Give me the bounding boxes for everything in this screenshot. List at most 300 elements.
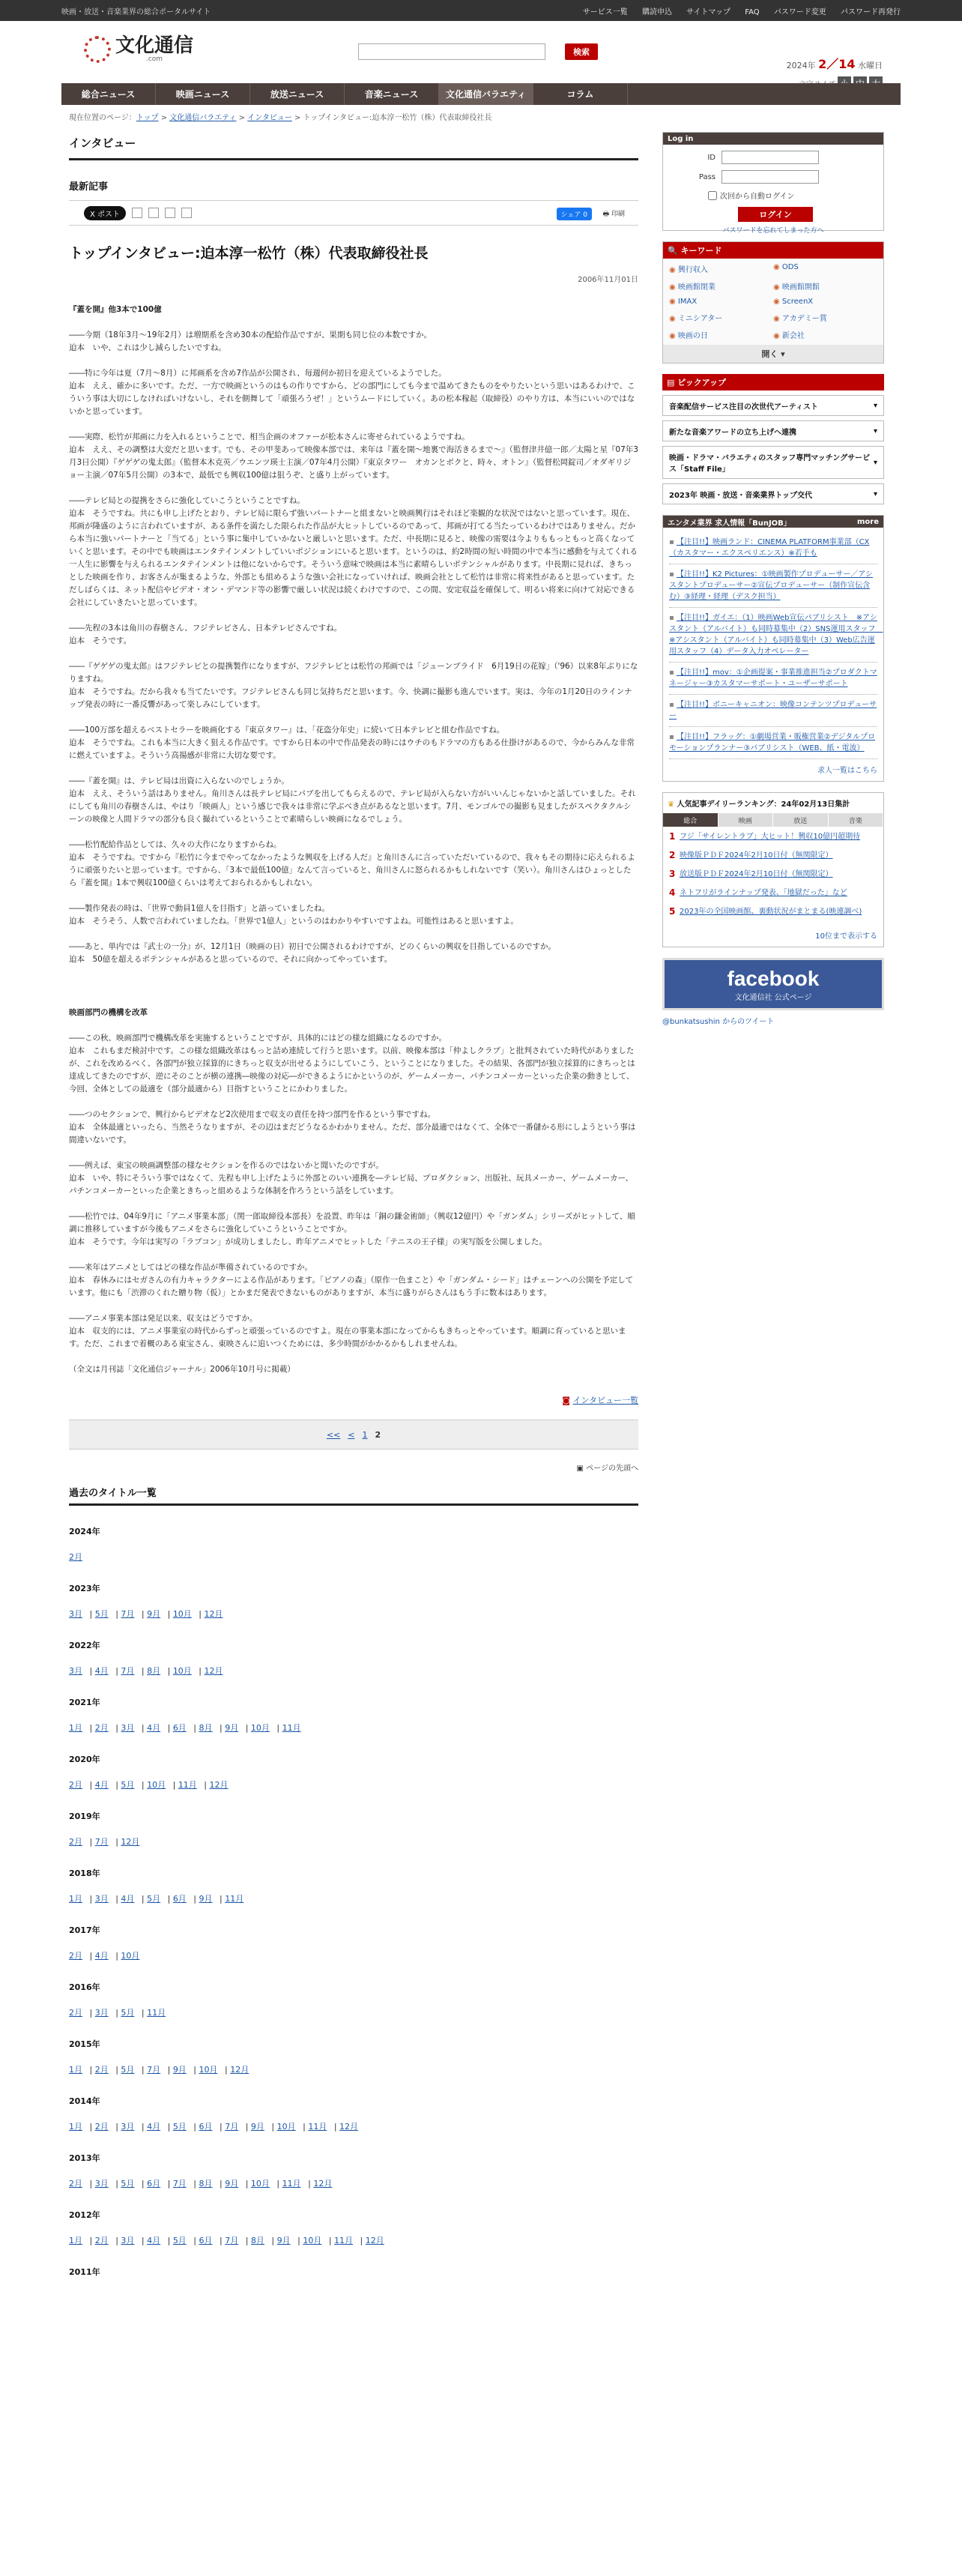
archive-month-link[interactable]: 10月 (172, 1666, 192, 1676)
archive-month-link[interactable]: 10月 (250, 2179, 270, 2189)
archive-month-link[interactable]: 9月 (172, 2065, 187, 2075)
archive-year: 2018年 (69, 1868, 100, 1878)
archive-year-block (69, 2266, 638, 2278)
twitter-link[interactable]: @bunkatsushin からのツイート (662, 1018, 775, 1026)
archive-month-link[interactable]: 7月 (172, 2179, 187, 2189)
archive-year-block (69, 1867, 638, 1904)
archive-month-link[interactable]: 9月 (225, 1723, 239, 1733)
archive-year-block (69, 2095, 638, 2132)
pickup-item[interactable] (662, 420, 884, 441)
main-content (69, 135, 638, 2278)
job-item[interactable] (669, 608, 883, 663)
archive-month-link[interactable]: 4月 (147, 2122, 161, 2132)
archive-months: 1月 | 2月 | 5月 | 7月 | 9月 | 10月 | 12月 (69, 2065, 249, 2075)
archive-month-link[interactable]: 6月 (172, 1894, 187, 1904)
keyword-link[interactable]: ◉ 映画館閉業 (669, 280, 773, 292)
archive-year-block (69, 2038, 638, 2075)
archive-months: 2月 | 7月 | 12月 (69, 1837, 140, 1847)
article-paragraph: ――特に今年は夏（7月～8月）に邦画系を含め7作品が公開され、毎週何か初日を迎えているようでした。 迫本 ええ、確かに多いです。ただ、一方で映画というのはもの作りですから、どの部門にしても今まで温めてきたものをやりたいという思いはあるわけで、こういう事は大切にしなければいけないし、それを側舞して「頑張ろうぜ！」というムードにしていく。あの松本稼起（取締役）のやり方は、本当にいいのではないかと思っています。 (69, 369, 635, 416)
login-box (662, 132, 884, 235)
article-paragraph: （全文は月刊誌「文化通信ジャーナル」2006年10月号に掲載） (69, 1365, 295, 1374)
ranking-box (662, 792, 884, 947)
ranking-link[interactable]: 2023年の全国映画館、裏動状況がまとまる(映連調べ) (680, 908, 862, 916)
archive-year: 2012年 (69, 2210, 100, 2220)
job-link[interactable]: 【注目!!】ボニーキャニオン：映像コンテンツプロデューサー (669, 701, 877, 720)
ranking-item[interactable] (669, 887, 877, 899)
login-button[interactable]: ログイン (738, 207, 813, 222)
archive-month-link[interactable]: 7月 (121, 1609, 135, 1619)
utility-link[interactable]: パスワード変更 (773, 7, 826, 16)
sidebar (662, 132, 884, 1026)
ranking-number: 5 (669, 906, 676, 917)
nav-item-active[interactable]: 文化通信バラエティ (439, 83, 533, 105)
archive-month-link[interactable]: 1月 (69, 2065, 82, 2075)
utility-link[interactable]: 購読申込 (641, 7, 672, 16)
nav-item[interactable]: 放送ニュース (250, 83, 345, 105)
nav-item[interactable]: 総合ニュース (61, 83, 156, 105)
keyword-link[interactable]: ◉ 映画館開館 (773, 280, 877, 292)
chevron-down-icon: ▾ (873, 401, 877, 410)
jobs-more-link[interactable]: more (856, 517, 879, 526)
archive-month-link[interactable]: 2月 (69, 2008, 82, 2018)
article-paragraph: ――先程の3本は角川の春樹さん、フジテレビさん、日本テレビさんですね。 迫本 そうです。 (69, 624, 342, 645)
breadcrumb-link[interactable]: トップ (136, 114, 159, 122)
pager-first[interactable]: << (326, 1429, 341, 1440)
logo-mark-icon (84, 36, 111, 63)
password-input[interactable] (722, 170, 819, 184)
archive-months: 2月 | 4月 | 5月 | 10月 | 11月 | 12月 (69, 1780, 229, 1790)
jobs-title-text: エンタメ業界 求人情報「BunJOB」 (668, 519, 791, 528)
facebook-logo: facebook (727, 966, 820, 990)
main-nav (61, 83, 901, 105)
login-title: Log in (663, 133, 883, 145)
pickup-icon: ▤ (667, 377, 678, 387)
archive-month-link[interactable]: 3月 (94, 2008, 109, 2018)
archive-year: 2014年 (69, 2096, 100, 2106)
article-paragraph: ――つのセクションで、興行からビデオなど2次使用まで収支の責任を持つ部門を作るという事ですね。 迫本 全体最適といったら、当然そうなりますが、その辺はまだどうなるかわかりません。ただ、部分最適ではなくて、全体で一番儲かる形にしようという事は間違いないです。 (69, 1110, 636, 1144)
archive-months: 2月 | 4月 | 10月 (69, 1951, 140, 1961)
nav-item[interactable]: 映画ニュース (156, 83, 250, 105)
logo-sub: .com (145, 55, 163, 63)
site-logo[interactable] (84, 36, 193, 63)
facebook-share-button[interactable]: シェア 0 (557, 208, 592, 220)
archive-month-link[interactable]: 4月 (147, 1723, 161, 1733)
archive-month-link[interactable]: 7月 (121, 1666, 135, 1676)
article-paragraph: ――『ゲゲゲの鬼太郎』はフジテレビとの提携製作になりますが、フジテレビとは松竹の邦画では「ジューンブライド 6月19日の花嫁」（'96）以来8年ぶりになりますね。 迫本 そうですね。だから我々も当てたいです。フジテレビさんも同じ気持ちだと思います。今、快調に撮影も進んでいます。実は、今年の1月20日のラインナップ発表の時に一番反響があって楽しみにしています。 (69, 662, 638, 709)
archive-month-link[interactable]: 6月 (199, 2122, 213, 2132)
archive-year-block (69, 2152, 638, 2189)
back-to-top-link[interactable] (69, 1462, 638, 1473)
archive-month-link[interactable]: 2月 (69, 1951, 82, 1961)
archive-month-link[interactable]: 12月 (230, 2065, 249, 2075)
search-icon: 🔍 (668, 245, 681, 256)
archive-year: 2020年 (69, 1755, 100, 1764)
archive-year: 2011年 (69, 2267, 100, 2277)
archive-month-link[interactable]: 12月 (339, 2122, 359, 2132)
id-label: ID (707, 153, 716, 162)
pager-page[interactable]: 1 (362, 1429, 368, 1440)
chevron-down-icon: ▾ (781, 349, 785, 359)
keyword-open-button[interactable] (663, 345, 883, 363)
ranking-title (663, 793, 883, 813)
ranking-tab[interactable]: 音楽 (829, 813, 884, 827)
ranking-link[interactable]: 放送版ＰＤＦ2024年2月10日付（無関限定） (680, 870, 833, 878)
archive-year: 2013年 (69, 2153, 100, 2163)
archive-month-link[interactable]: 8月 (250, 2236, 264, 2245)
archive-month-link[interactable]: 10月 (172, 1609, 192, 1619)
archive-year: 2016年 (69, 1982, 100, 1992)
archive-month-link[interactable]: 11月 (334, 2236, 354, 2245)
archive-heading: 過去のタイトル一覧 (69, 1485, 638, 1506)
utility-links (571, 5, 901, 16)
archive (69, 1485, 638, 2278)
archive-month-link[interactable]: 3月 (121, 2122, 135, 2132)
keyword-link[interactable]: ◉ 興行収入 (669, 263, 773, 274)
breadcrumb-prefix: 現在位置のページ： (69, 114, 136, 122)
archive-month-link[interactable]: 3月 (121, 1723, 135, 1733)
print-button[interactable]: 🖶 印刷 (602, 211, 625, 218)
jobs-list (663, 528, 883, 764)
date-display (787, 55, 883, 72)
archive-month-link[interactable]: 8月 (147, 1666, 161, 1676)
archive-month-link[interactable]: 6月 (199, 2236, 213, 2245)
archive-months: 3月 | 4月 | 7月 | 8月 | 10月 | 12月 (69, 1666, 223, 1676)
pagination (69, 1420, 638, 1450)
ranking-link[interactable]: ネトフリがラインナップ発表、「地獄だった」など (680, 889, 847, 897)
archive-year-block (69, 1924, 638, 1961)
archive-month-link[interactable]: 5月 (121, 2065, 135, 2075)
archive-month-link[interactable]: 7月 (225, 2236, 239, 2245)
archive-year: 2021年 (69, 1698, 100, 1707)
archive-year-block (69, 1696, 638, 1734)
archive-year-block (69, 2209, 638, 2246)
back-to-top-label[interactable]: ページの先頭へ (586, 1465, 638, 1473)
archive-list (69, 1525, 638, 2278)
keyword-link[interactable]: ◉ 映画の日 (669, 329, 773, 340)
breadcrumb-link[interactable]: 文化通信バラエティ (169, 114, 237, 122)
archive-year-block (69, 1525, 638, 1563)
ranking-item[interactable] (669, 831, 877, 842)
facebook-banner[interactable] (662, 958, 884, 1010)
chevron-down-icon: ▾ (873, 489, 877, 498)
doc-icon: ▪ (669, 701, 677, 709)
archive-months: 3月 | 5月 | 7月 | 9月 | 10月 | 12月 (69, 1609, 223, 1619)
pickup-item[interactable] (662, 395, 884, 416)
archive-months: 1月 | 2月 | 3月 | 4月 | 5月 | 6月 | 7月 | 9月 | 10月 | 11月 | 12月 (69, 2122, 359, 2132)
pickup-label: 2023年 映画・放送・音楽業界トップ交代 (669, 491, 813, 500)
archive-month-link[interactable]: 10月 (147, 1780, 166, 1790)
archive-year-block (69, 1810, 638, 1847)
archive-month-link[interactable]: 11月 (282, 2179, 301, 2189)
job-link[interactable]: 【注目!!】K2 Pictures：①映画製作プロデューサー／アシスタントプロデューサー②宣伝プロデューサー（制作宣伝含む）③経理・経理（デスク担当） (669, 570, 873, 601)
archive-year: 2022年 (69, 1641, 100, 1650)
archive-month-link[interactable]: 10月 (250, 1723, 270, 1733)
archive-month-link[interactable]: 1月 (69, 1723, 82, 1733)
keyword-box (662, 241, 884, 364)
ranking-item[interactable] (669, 869, 877, 880)
utility-link[interactable]: サイトマップ (686, 7, 731, 16)
archive-month-link[interactable]: 2月 (94, 1723, 109, 1733)
archive-month-link[interactable]: 3月 (94, 1894, 109, 1904)
archive-month-link[interactable]: 12月 (365, 2236, 384, 2245)
archive-month-link[interactable]: 12月 (204, 1666, 223, 1676)
archive-month-link[interactable]: 10月 (121, 1951, 140, 1961)
ranking-tab[interactable]: 映画 (719, 813, 774, 827)
archive-month-link[interactable]: 9月 (276, 2236, 291, 2245)
archive-month-link[interactable]: 5月 (121, 2008, 135, 2018)
article-paragraph: ――『蓋を開』は、テレビ局は出資に入らないのでしょうか。 迫本 ええ、そういう話はありません。角川さんは長テレビ局にパブを出してもらえるので、テレビ局が入らない方がいいんじゃないかと話していました。それにしても角川の春樹さんは、やはり「映画人」という感じで我々は非常に学ぶべき点があるなと思います。7月、モンゴルでの撮影も見ましたがスペクタクルシーンの映像と人間ドラマの部分も良く撮れているということで素晴らしい映画になるでしょう。 (69, 776, 636, 824)
ranking-number: 1 (669, 831, 676, 842)
archive-month-link[interactable]: 11月 (225, 1894, 244, 1904)
archive-month-link[interactable]: 10月 (276, 2122, 296, 2132)
nav-item[interactable]: コラム (533, 83, 628, 105)
article-body (69, 304, 638, 1376)
pickup-label: 音楽配信サービス注目の次世代アーティスト (669, 402, 818, 411)
archive-months: 1月 | 2月 | 3月 | 4月 | 6月 | 8月 | 9月 | 10月 | 11月 (69, 1723, 301, 1733)
archive-month-link[interactable]: 9月 (225, 2179, 239, 2189)
archive-months (69, 1551, 638, 1563)
pickup-title-text: ピックアップ (677, 378, 727, 387)
article-paragraph: ――製作発表の時は、「世界で動員1億人を目指す」と語っていましたね。 迫本 そうそう、人数で言われていましたね。「世界で1億人」というのはわかりやすいですよね。可能性はあると思いますよ。 (69, 904, 518, 926)
ranking-tab[interactable]: 放送 (773, 813, 829, 827)
chevron-down-icon: ▾ (873, 426, 877, 435)
archive-month-link[interactable]: 2月 (69, 1837, 82, 1847)
keyword-link[interactable]: ◉ アカデミー賞 (773, 312, 877, 323)
ranking-number: 3 (669, 869, 676, 879)
archive-month-link[interactable]: 2月 (69, 1552, 82, 1562)
archive-month-link[interactable]: 9月 (147, 1609, 161, 1619)
keyword-link[interactable]: ◉ 新会社 (773, 329, 877, 340)
doc-icon: ▪ (669, 669, 677, 677)
nav-item[interactable]: 音楽ニュース (345, 83, 439, 105)
keyword-link[interactable]: ◉ ミニシアター (669, 312, 773, 323)
ranking-list (663, 827, 883, 929)
doc-icon: ▪ (669, 733, 677, 741)
job-link[interactable]: 【注目!!】映画ランド：CINEMA PLATFORM事業部（CX（カスタマー・エクスペリエンス）※若手も (669, 538, 870, 558)
archive-month-link[interactable]: 12月 (209, 1780, 229, 1790)
archive-month-link[interactable]: 7月 (94, 1837, 109, 1847)
archive-month-link[interactable]: 3月 (121, 2236, 135, 2245)
archive-year-block (69, 1639, 638, 1677)
share-icon[interactable] (132, 208, 142, 218)
archive-months: 1月 | 2月 | 3月 | 4月 | 5月 | 6月 | 7月 | 8月 | 9月 | 10月 | 11月 | 12月 (69, 2236, 384, 2245)
article-date: 2006年11月01日 (578, 276, 638, 284)
article-paragraph: ――この秋、映画部門で機構改革を実施するということですが、具体的にはどの様な組織になるのですか。 迫本 これもまだ検討中です。この様な組織改革はもっと詰め連続して行うと思います。以前、映像本部は「仲よしクラブ」と批判されていた時代がありましたが、これを改めるべく、各部門が独立採算的にきちっと収支が出せるようにしていこう、ということになりました。その結果、各部門が独立採算的にきちっとは達成してきたのですが、逆にそのことが横の連携―映像の対応―ができるようにかというのが、ゲームメーカー、パチンコメーカーといった企業の動きとして、今回、全体としての最適を（部分最適から）目指すということにかわりました。 (69, 1034, 635, 1094)
keyword-list (663, 259, 883, 345)
google-icon[interactable] (181, 208, 192, 218)
ranking-number: 4 (669, 887, 676, 898)
archive-month-link[interactable]: 8月 (199, 1723, 213, 1733)
archive-year: 2019年 (69, 1812, 100, 1821)
archive-year: 2024年 (69, 1527, 100, 1536)
archive-month-link[interactable]: 11月 (147, 2008, 166, 2018)
archive-year-block (69, 1753, 638, 1791)
job-item[interactable] (669, 564, 877, 608)
archive-month-link[interactable]: 4月 (147, 2236, 161, 2245)
archive-months: 2月 | 3月 | 5月 | 6月 | 7月 | 8月 | 9月 | 10月 | 11月 | 12月 (69, 2179, 333, 2189)
job-item[interactable] (669, 532, 877, 564)
archive-month-link[interactable]: 4月 (94, 1951, 109, 1961)
date-weekday: 水曜日 (858, 61, 883, 70)
facebook-sub: 文化通信社 公式ページ (734, 993, 812, 1002)
search-input[interactable] (358, 43, 545, 60)
pager-current: 2 (375, 1429, 381, 1440)
archive-month-link[interactable]: 12月 (204, 1609, 223, 1619)
article-subheading: 『蓋を開』他3本で100億 (69, 305, 162, 314)
job-link[interactable]: 【注目!!】mov：①企画提案・事業推進担当②プロダクトマネージャー③カスタマーサポート・ユーザーサポート (669, 669, 877, 688)
breadcrumb: 現在位置のページ：トップ > 文化通信バラエティ > インタビュー > トップインタビュー:迫本淳一松竹（株）代表取締役社長 (69, 114, 492, 122)
utility-link[interactable]: FAQ (745, 7, 760, 16)
article-paragraph: ――松竹配給作品としては、久々の大作になりますからね。 迫本 そうですね。ですから『松竹に今までやってなかったような興収を上げる人だ』と角川さんに言っていただいているので、我々もその期待に応えられるように頑張りたいと思っています。ですから、「3本で最低100億」なんて言っていると、角川さんに怒られるかもしれないです（笑い）。角川さんはひょっとしたら『蓋を開』1本で興収100億くらいは考えておられるかもしれない。 (69, 840, 635, 887)
doc-icon: ▪ (669, 538, 677, 546)
archive-month-link[interactable]: 11月 (178, 1780, 197, 1790)
archive-months: 2月 | 3月 | 5月 | 11月 (69, 2008, 166, 2018)
job-item[interactable] (669, 663, 877, 695)
archive-month-link[interactable]: 10月 (199, 2065, 218, 2075)
archive-month-link[interactable]: 4月 (121, 1894, 135, 1904)
archive-month-link[interactable]: 5月 (121, 2179, 135, 2189)
pickup-list (662, 390, 884, 504)
ranking-link[interactable]: フジ「サイレントラブ」大ヒット！興収10億円超期待 (680, 833, 861, 841)
archive-month-link[interactable]: 1月 (69, 2236, 82, 2245)
job-link[interactable]: 【注目!!】ガイエ：（1）映画Web宣伝パブリシスト ※アシスタント（アルバイト）も同時募集中（2）SNS運用スタッフ ※アシスタント（アルバイト）も同時募集中（3）Web広告運用スタッフ（4）データ入力オペレーター (669, 614, 883, 656)
archive-month-link[interactable]: 2月 (94, 2122, 109, 2132)
article-paragraph: ――アニメ事業本部は発足以来、収支はどうですか。 迫本 収支的には、アニメ事業室の時代からずっと頑張っているのですよ。現在の事業本部になってからもきちっとやっています。順調に育っていると思います。ただ、これまで着概のある東宝さん、東映さんに追いつくためには、多少時間がかかるかもしれませんね。 (69, 1314, 626, 1348)
share-bar (69, 200, 638, 226)
date-year: 2024年 (786, 61, 816, 70)
job-link[interactable]: 【注目!!】フラッグ：①劇場営業・販権営業②デジタルプロモーションプランナー③パブリシスト（WEB、紙・電波） (669, 733, 876, 752)
archive-month-link[interactable]: 5月 (94, 1609, 109, 1619)
archive-month-link[interactable]: 2月 (94, 2236, 109, 2245)
archive-month-link[interactable]: 5月 (172, 2236, 187, 2245)
archive-month-link[interactable]: 11月 (282, 1723, 301, 1733)
auto-login-label: 次回から自動ログイン (720, 193, 795, 201)
keyword-link[interactable]: ◉ ODS (773, 263, 877, 274)
ranking-tabs (663, 813, 883, 827)
utility-link[interactable]: パスワード再発行 (841, 7, 901, 16)
keyword-title-text: キーワード (680, 246, 722, 256)
job-item[interactable] (669, 727, 877, 759)
archive-month-link[interactable]: 6月 (147, 2179, 161, 2189)
jobs-box (662, 515, 884, 782)
archive-month-link[interactable]: 8月 (199, 2179, 213, 2189)
archive-month-link[interactable]: 11月 (308, 2122, 327, 2132)
auto-login-checkbox[interactable] (708, 191, 717, 200)
archive-year: 2023年 (69, 1584, 100, 1593)
pickup-label: 新たな音楽アワードの立ち上げへ連携 (669, 428, 796, 437)
archive-month-link[interactable]: 7月 (147, 2065, 161, 2075)
archive-month-link[interactable]: 5月 (121, 1780, 135, 1790)
article-paragraph: ――松竹では、04年9月に「アニメ事業本部」（関一郎取締役本部長）を設置、昨年は「銅の鎌金術師」（興収12億円）や「ガンダム」シリーズがヒットして、順調に推移していますが今後もアニメをさらに強化していこうということですか。 迫本 そうです。今年は実写の「ラブコン」が成功しましたし、昨年アニメでヒットした「テニスの王子様」の実写版を公開しました。 (69, 1212, 635, 1246)
pickup-item[interactable] (662, 446, 884, 479)
article-paragraph: ――例えば、東宝の映画調整部の様なセクションを作るのではないかと聞いたのですが。 迫本 いや、特にそういう事ではなくて、先程も申し上げたように外部とのいい連携を―テレビ局、プロダクション、出版社、玩具メーカー、ゲームメーカー、パチンコメーカーといった企業ときちっと組めるような体制を作ろうという話をしています。 (69, 1161, 634, 1195)
archive-month-link[interactable]: 2月 (94, 2065, 109, 2075)
x-post-button[interactable]: X ポスト (84, 206, 126, 220)
keyword-title (663, 242, 883, 259)
archive-month-link[interactable]: 1月 (69, 2122, 82, 2132)
archive-month-link[interactable]: 12月 (121, 1837, 140, 1847)
keyword-link[interactable]: ◉ ScreenX (773, 298, 877, 306)
delicious-icon[interactable] (165, 208, 175, 218)
logo-text: 文化通信 (115, 34, 194, 57)
date-day: 2／14 (818, 57, 856, 71)
ranking-title-text: 人気記事デイリーランキング：24年02月13日集計 (677, 800, 850, 809)
jobs-all-link[interactable]: 求人一覧はこちら (817, 767, 877, 775)
archive-month-link[interactable]: 3月 (69, 1609, 82, 1619)
id-input[interactable] (722, 151, 819, 164)
archive-month-link[interactable]: 9月 (199, 1894, 213, 1904)
article-title: トップインタビュー:迫本淳一松竹（株）代表取締役社長 (69, 245, 429, 262)
arrow-icon: ◙ (562, 1396, 573, 1405)
crown-icon: ♛ (668, 800, 677, 809)
open-label: 開く (761, 349, 778, 359)
archive-year-block (69, 1981, 638, 2018)
article-subheading: 映画部門の機構を改革 (69, 1008, 148, 1017)
archive-month-link[interactable]: 3月 (94, 2179, 109, 2189)
ranking-link[interactable]: 映像版ＰＤＦ2024年2月10日付（無関限定） (680, 851, 833, 860)
chevron-down-icon: ▾ (873, 458, 877, 467)
article-paragraph: ――来年はアニメとしてはどの様な作品が準備されているのですか。 迫本 春休みにはセガさんの有力キャラクターによる作品があります。「ピアノの森」（原作一色まこと）や「ガンダム・シード」はチェーンへの公開を予定しています。他にも「渋滞のくれた贈り物（仮）」とかまだ発表できないものがありますが、本当に盛りがらさんはもう手に数本はあります。 (69, 1263, 634, 1297)
search-button[interactable]: 検索 (565, 43, 598, 60)
pager-prev[interactable]: < (348, 1429, 355, 1440)
interview-list-link[interactable] (69, 1394, 638, 1406)
ranking-number: 2 (669, 850, 676, 860)
ranking-item[interactable] (669, 850, 877, 861)
archive-month-link[interactable]: 4月 (94, 1666, 109, 1676)
pickup-box (662, 374, 884, 504)
archive-month-link[interactable]: 10月 (303, 2236, 322, 2245)
print-label: 印刷 (611, 211, 625, 218)
top-strip (0, 0, 962, 21)
utility-link[interactable]: サービス一覧 (582, 7, 628, 16)
article-paragraph: ――今期（18年3月～19年2月）は増期系を含め30本の配給作品ですが、果期も同じ位の本数ですか。 迫本 いや、これは少し減らしたいですね。 (69, 331, 432, 352)
breadcrumb-current: トップインタビュー:迫本淳一松竹（株）代表取締役社長 (303, 114, 492, 122)
search-form (358, 43, 590, 60)
article-paragraph: ――あと、単内では『武士の一分』が、12月1日（映画の日）初日で公開されるわけですが、どのくらいの興収を目指しているのですか。 迫本 50億を超えるポテンシャルがあると思っているので、それに向かってやっています。 (69, 942, 557, 964)
section-title: 最新記事 (69, 181, 109, 193)
archive-month-link[interactable]: 4月 (94, 1780, 109, 1790)
interview-list-label[interactable]: インタビュー一覧 (572, 1396, 638, 1405)
archive-month-link[interactable]: 2月 (69, 1780, 82, 1790)
ranking-item[interactable] (669, 906, 877, 917)
archive-month-link[interactable]: 5月 (147, 1894, 161, 1904)
bookmark-icon[interactable] (148, 208, 159, 218)
ranking-tab[interactable]: 総合 (663, 813, 719, 827)
archive-month-link[interactable]: 7月 (225, 2122, 239, 2132)
archive-month-link[interactable]: 6月 (172, 1723, 187, 1733)
pass-label: Pass (698, 172, 716, 181)
forgot-password-link[interactable]: パスワードを忘れてしまった方へ (722, 227, 824, 235)
archive-month-link[interactable]: 12月 (313, 2179, 333, 2189)
archive-month-link[interactable]: 9月 (250, 2122, 264, 2132)
article-paragraph: ――実際、松竹が邦画に力を入れるということで、相当企画のオファーが松本さんに寄せられているようですね。 迫本 ええ、その調整は大変だと思います。でも、その甲斐あって映像本部では、来年は『蓋を開～地裏で海活きるまで～』（監督津井億一郎／太陽と星『07年3月3日公開）『ゲゲゲの鬼太郎』（監督本木克英／ウエンツ瑛士主演／07年4月公開）『東京タワー オカンとボクと、時々、オトン』（監督松岡錠司／オダギリジョー主演／07年5月公開）の3本で、最低でも興収100億は狙うぞ、と盛り上がっています。 (69, 432, 638, 480)
page-heading: インタビュー (69, 135, 638, 160)
archive-month-link[interactable]: 1月 (69, 1894, 82, 1904)
ranking-more-link[interactable]: 10位まで表示する (815, 932, 877, 941)
archive-month-link[interactable]: 5月 (172, 2122, 187, 2132)
keyword-link[interactable]: ◉ IMAX (669, 298, 773, 306)
archive-month-link[interactable]: 2月 (69, 2179, 82, 2189)
archive-year: 2017年 (69, 1925, 100, 1935)
doc-icon: ▪ (669, 614, 677, 622)
archive-month-link[interactable]: 3月 (69, 1666, 82, 1676)
pickup-item[interactable] (662, 483, 884, 504)
archive-year-block (69, 1582, 638, 1620)
jobs-title (663, 516, 883, 528)
breadcrumb-link[interactable]: インタビュー (247, 114, 292, 122)
job-item[interactable] (669, 695, 877, 727)
site-tagline: 映画・放送・音楽業界の総合ポータルサイト (61, 7, 211, 16)
